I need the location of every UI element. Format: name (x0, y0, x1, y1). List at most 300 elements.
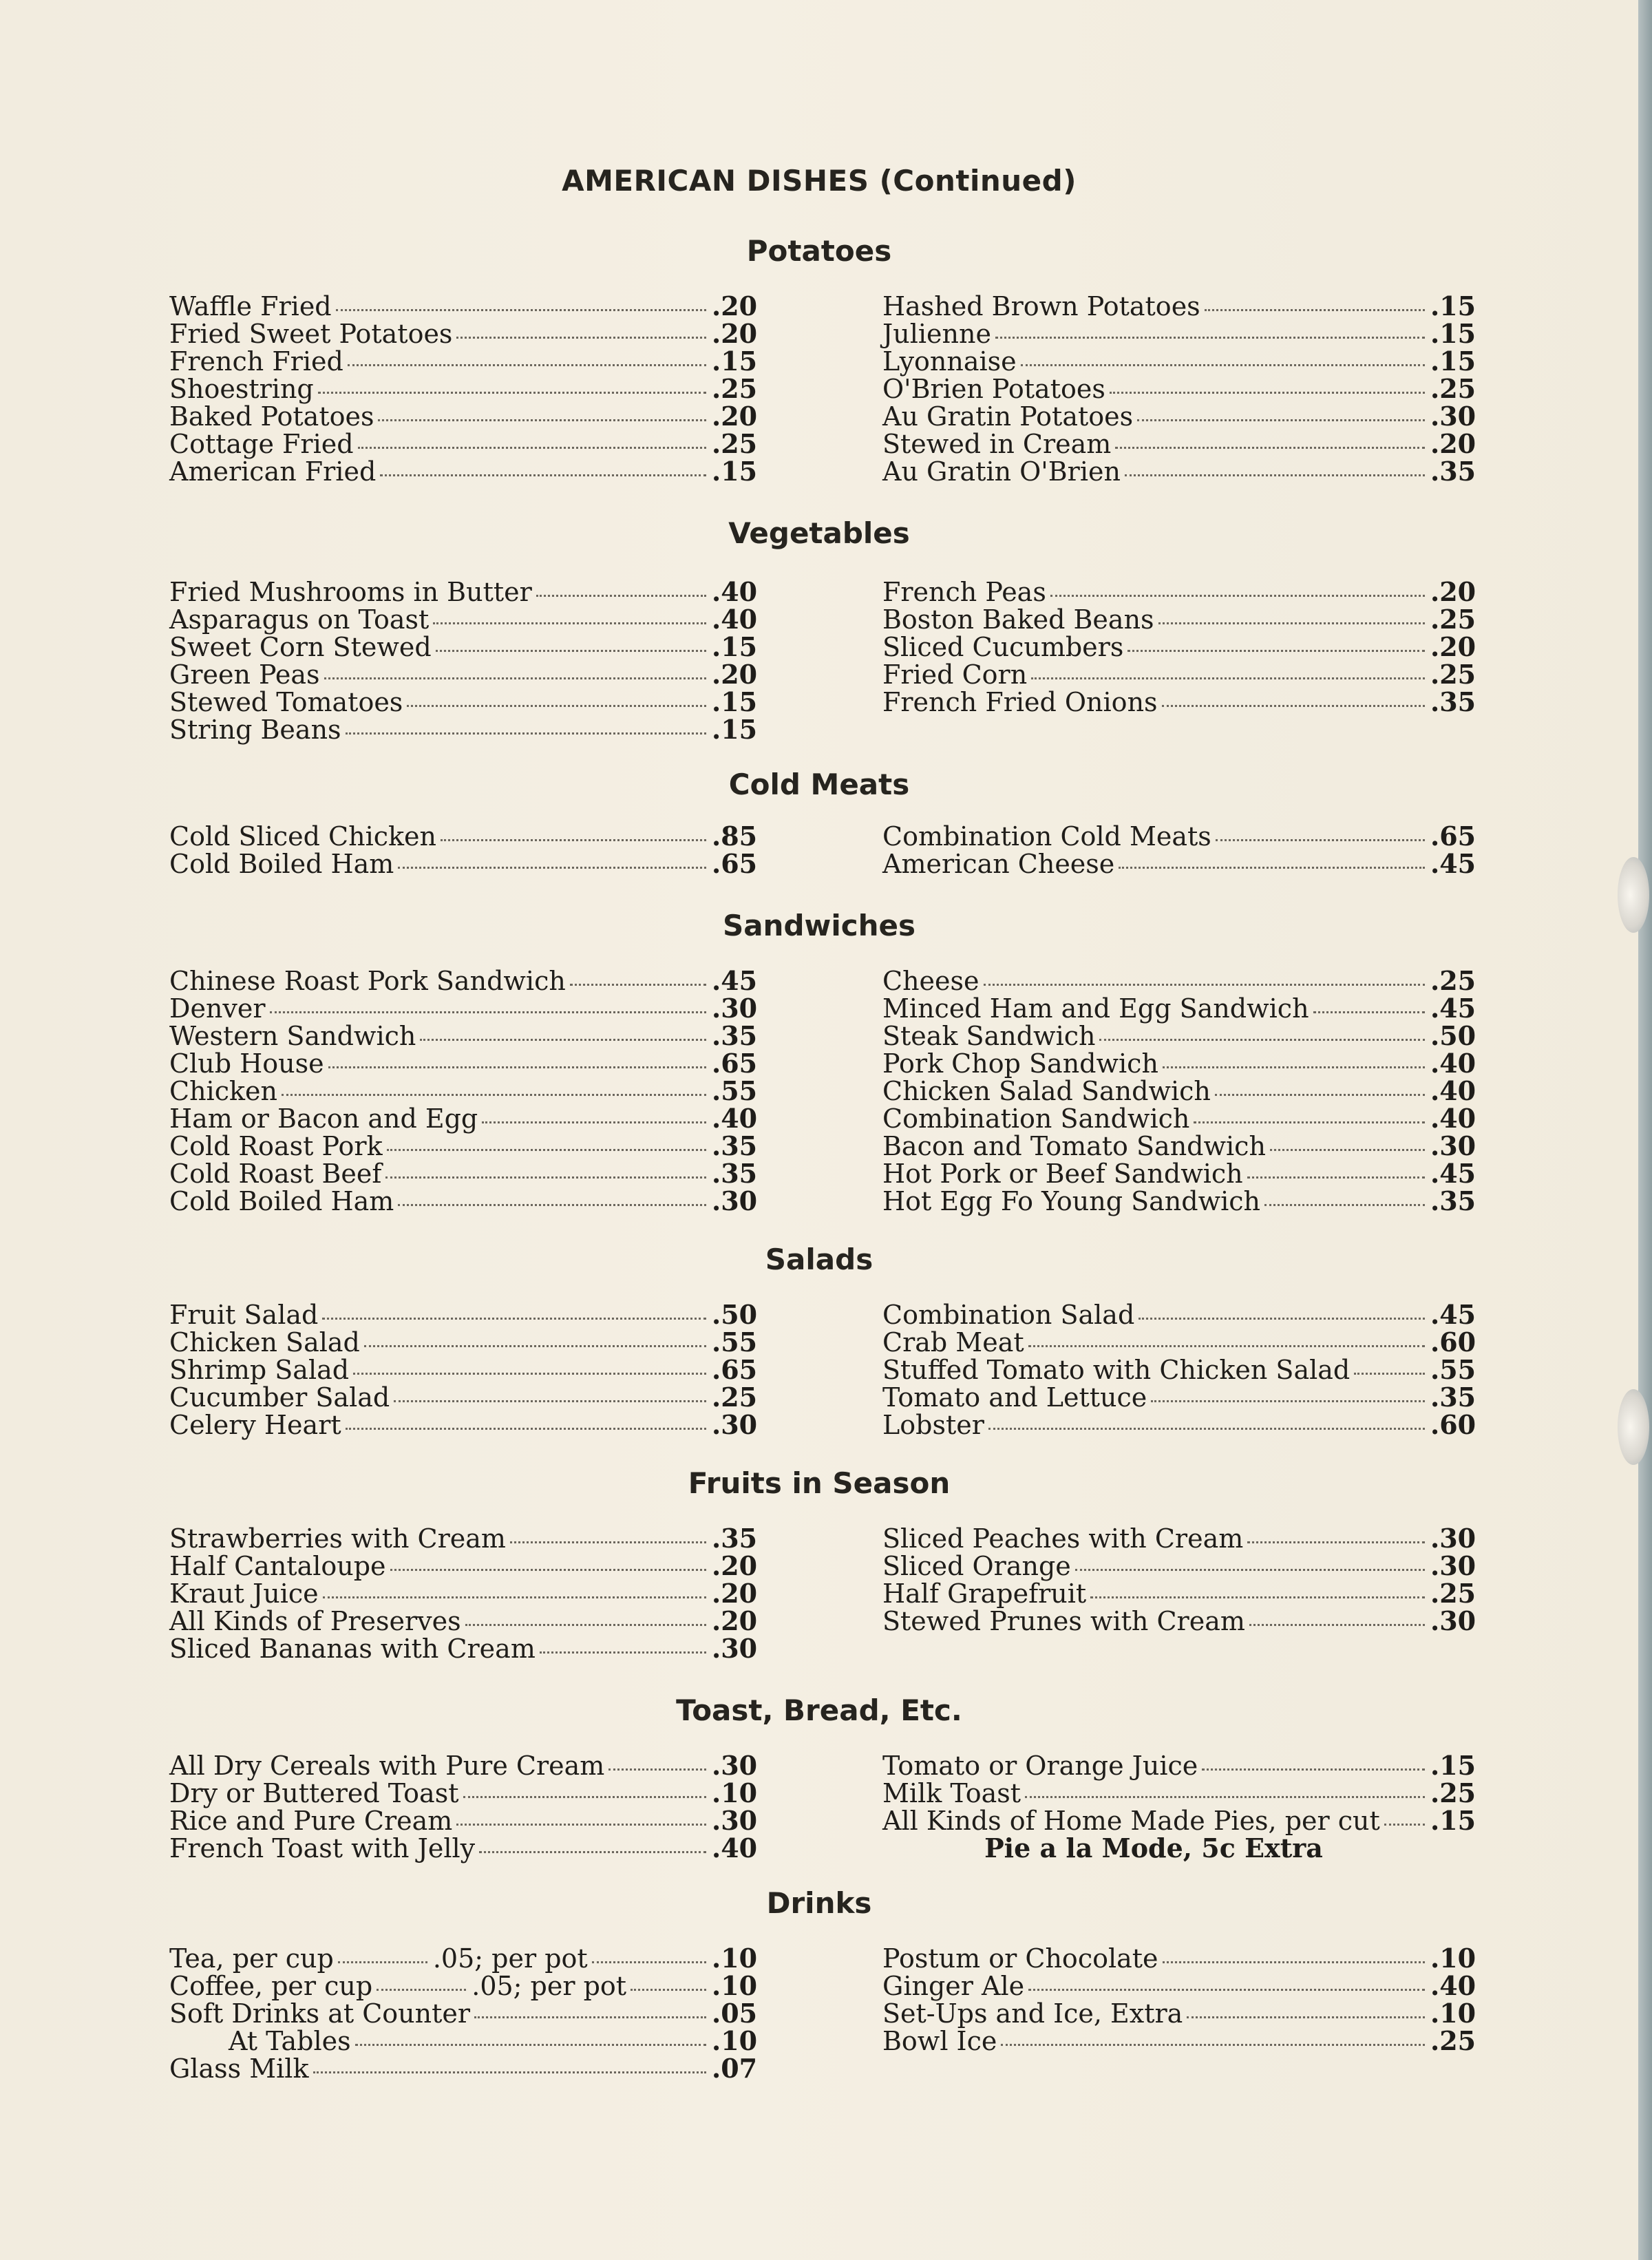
item-price: .15 (712, 714, 758, 745)
item-price: .20 (712, 1578, 758, 1609)
dot-leader (1151, 1400, 1425, 1402)
menu-item (169, 346, 758, 377)
item-price: .45 (712, 965, 758, 996)
dot-leader (1247, 1541, 1425, 1543)
dot-leader (323, 1596, 706, 1598)
menu-item (169, 1998, 758, 2029)
menu-item (169, 993, 758, 1024)
dot-leader (1127, 650, 1425, 652)
item-price: .20 (712, 291, 758, 321)
item-name: Minced Ham and Egg Sandwich (882, 993, 1309, 1024)
dot-leader (510, 1541, 706, 1543)
dot-leader (1025, 1796, 1425, 1798)
menu-column-right (882, 1943, 1476, 2056)
dot-leader (1247, 1176, 1425, 1179)
menu-item (169, 1970, 758, 2001)
item-name: Asparagus on Toast (169, 604, 430, 635)
item-name: Glass Milk (169, 2053, 309, 2084)
item-name: Crab Meat (882, 1327, 1024, 1358)
menu-column-right (882, 1299, 1476, 1440)
dot-leader (377, 1989, 466, 1991)
dot-leader (348, 364, 706, 366)
menu-item (882, 659, 1476, 690)
item-name: Milk Toast (882, 1778, 1021, 1808)
item-price: .20 (712, 659, 758, 690)
section-potatoes (0, 234, 1638, 487)
menu-item (882, 1750, 1476, 1781)
item-price: .65 (1430, 821, 1476, 852)
dot-leader (1031, 677, 1425, 679)
menu-item (169, 1382, 758, 1413)
menu-item (882, 1605, 1476, 1636)
menu-item (882, 576, 1476, 607)
dot-leader (1021, 364, 1425, 366)
dot-leader (1050, 595, 1425, 597)
item-price: .25 (712, 373, 758, 404)
menu-item (882, 346, 1476, 377)
dot-leader (390, 1569, 706, 1571)
menu-item (169, 686, 758, 717)
menu-item (882, 291, 1476, 321)
section-cold-meats (0, 768, 1638, 879)
item-price: .45 (1430, 1299, 1476, 1330)
menu-item (882, 1970, 1476, 2001)
dot-leader (1354, 1373, 1425, 1375)
item-name: Au Gratin O'Brien (882, 456, 1121, 487)
menu-item (882, 401, 1476, 432)
item-name: String Beans (169, 715, 341, 745)
item-price: .35 (712, 1158, 758, 1189)
menu-column-right (882, 1523, 1476, 1636)
menu-item (882, 428, 1476, 459)
dot-leader (364, 1345, 706, 1347)
section-title: Sandwiches (722, 909, 916, 942)
item-name: Chicken (169, 1076, 277, 1106)
menu-item (169, 1185, 758, 1216)
item-price: .15 (1430, 291, 1476, 321)
menu-item (882, 1299, 1476, 1330)
menu-item (169, 1048, 758, 1079)
menu-item (169, 1633, 758, 1664)
item-price: .20 (712, 1605, 758, 1636)
section-title: Cold Meats (728, 768, 910, 801)
item-price: .30 (1430, 1605, 1476, 1636)
item-price: .15 (1430, 346, 1476, 377)
dot-leader (1187, 2016, 1425, 2018)
section-fruits-in-season (0, 1466, 1638, 1664)
dot-leader (608, 1768, 706, 1771)
item-price: .25 (1430, 373, 1476, 404)
dot-leader (570, 984, 706, 986)
item-price: .30 (712, 1409, 758, 1440)
dot-leader (353, 1373, 706, 1375)
menu-item (169, 1020, 758, 1051)
menu-item (882, 993, 1476, 1024)
dot-leader (1001, 2044, 1425, 2046)
item-name: Club House (169, 1048, 324, 1079)
menu-item (882, 2025, 1476, 2056)
item-name: Cold Roast Pork (169, 1131, 383, 1161)
item-name: Sweet Corn Stewed (169, 632, 432, 662)
item-price: .40 (712, 576, 758, 607)
menu-item (882, 318, 1476, 349)
item-price: .15 (1430, 318, 1476, 349)
menu-item (169, 1805, 758, 1836)
item-price: .35 (1430, 1185, 1476, 1216)
item-name: Chinese Roast Pork Sandwich (169, 966, 566, 996)
dot-leader (456, 1824, 706, 1826)
item-name: Stewed Tomatoes (169, 687, 403, 717)
menu-item (882, 1130, 1476, 1161)
menu-item (169, 631, 758, 662)
page-title: AMERICAN DISHES (Continued) (562, 164, 1077, 198)
item-name: French Peas (882, 577, 1046, 607)
dot-leader (336, 309, 706, 311)
dot-leader (1264, 1204, 1425, 1206)
item-name: Stuffed Tomato with Chicken Salad (882, 1355, 1351, 1385)
dot-leader (1216, 839, 1425, 841)
menu-column-left (169, 1750, 758, 1863)
dot-leader (1099, 1039, 1425, 1041)
dot-leader (441, 839, 706, 841)
menu-item (169, 1158, 758, 1189)
section-title: Fruits in Season (688, 1466, 951, 1500)
dot-leader (1215, 1094, 1425, 1096)
item-price: .07 (712, 2053, 758, 2084)
item-name: Shrimp Salad (169, 1355, 350, 1385)
item-name: Stewed in Cream (882, 429, 1112, 459)
item-price: .10 (712, 1970, 758, 2001)
item-name: Kraut Juice (169, 1578, 319, 1609)
dot-leader (1270, 1149, 1425, 1151)
item-price: .10 (1430, 1998, 1476, 2029)
dot-leader (463, 1796, 707, 1798)
menu-item (169, 821, 758, 852)
item-price: .35 (1430, 686, 1476, 717)
dot-leader (433, 622, 706, 624)
section-title: Potatoes (746, 234, 892, 268)
section-toast-bread-etc (0, 1693, 1638, 1863)
dot-leader (474, 2016, 706, 2018)
item-name: Set-Ups and Ice, Extra (882, 1998, 1183, 2029)
item-name: Postum or Chocolate (882, 1943, 1158, 1974)
dot-leader (1158, 622, 1425, 624)
item-name: Soft Drinks at Counter (169, 1998, 471, 2029)
item-price: .55 (712, 1327, 758, 1358)
menu-item (169, 1075, 758, 1106)
dot-leader (1313, 1011, 1425, 1013)
item-price: .25 (712, 1382, 758, 1413)
item-name: Combination Salad (882, 1300, 1135, 1330)
item-name: All Kinds of Preserves (169, 1606, 461, 1636)
menu-item (169, 1777, 758, 1808)
item-name: Tomato or Orange Juice (882, 1751, 1198, 1781)
item-price: .25 (1430, 2025, 1476, 2056)
dot-leader (1202, 1768, 1425, 1771)
dot-leader (631, 1989, 706, 1991)
dot-leader (380, 474, 706, 476)
item-name: Half Grapefruit (882, 1578, 1087, 1609)
item-name: Tomato and Lettuce (882, 1382, 1147, 1413)
item-price: .65 (712, 848, 758, 879)
dot-leader (1028, 1345, 1425, 1347)
item-price: .40 (1430, 1103, 1476, 1134)
menu-item (882, 965, 1476, 996)
item-name: Western Sandwich (169, 1021, 416, 1051)
menu-item (882, 1777, 1476, 1808)
dot-leader (536, 595, 706, 597)
item-price: .55 (1430, 1354, 1476, 1385)
menu-item (882, 1327, 1476, 1358)
menu-column-right (882, 965, 1476, 1216)
menu-item (169, 401, 758, 432)
menu-column-left (169, 291, 758, 487)
item-name: Strawberries with Cream (169, 1523, 506, 1554)
dot-leader (355, 2044, 706, 2046)
section-salads (0, 1243, 1638, 1440)
menu-item (169, 291, 758, 321)
dot-leader (482, 1121, 706, 1123)
item-price: .60 (1430, 1409, 1476, 1440)
item-name: Fruit Salad (169, 1300, 319, 1330)
item-name: Cucumber Salad (169, 1382, 390, 1413)
item-name: Shoestring (169, 374, 314, 404)
item-name: American Fried (169, 456, 377, 487)
item-name: Combination Cold Meats (882, 821, 1211, 852)
item-name: Lyonnaise (882, 346, 1017, 377)
item-price: .50 (1430, 1020, 1476, 1051)
menu-item (169, 2053, 758, 2084)
dot-leader (988, 1428, 1425, 1430)
item-name: Steak Sandwich (882, 1021, 1096, 1051)
item-price: .45 (1430, 1158, 1476, 1189)
item-price: .20 (712, 1550, 758, 1581)
menu-item (169, 576, 758, 607)
item-name: Au Gratin Potatoes (882, 401, 1134, 432)
dot-leader (479, 1851, 706, 1853)
item-name: Ginger Ale (882, 1971, 1025, 2001)
menu-item (169, 318, 758, 349)
menu-item (882, 821, 1476, 852)
menu-item (169, 1299, 758, 1330)
menu-item (169, 1130, 758, 1161)
menu-item (169, 1750, 758, 1781)
item-price: .10 (712, 2025, 758, 2056)
dot-leader (1115, 447, 1425, 449)
item-price: .35 (712, 1020, 758, 1051)
dot-leader (282, 1094, 706, 1096)
item-price: .20 (712, 318, 758, 349)
dot-leader (1028, 1989, 1425, 1991)
item-price: .40 (1430, 1048, 1476, 1079)
menu-item (169, 456, 758, 487)
dot-leader (338, 1961, 427, 1963)
menu-note: Pie a la Mode, 5c Extra (984, 1833, 1323, 1863)
menu-item (882, 1103, 1476, 1134)
menu-item (882, 1354, 1476, 1385)
item-price: .30 (1430, 1523, 1476, 1554)
item-name: Bacon and Tomato Sandwich (882, 1131, 1266, 1161)
dot-leader (1110, 392, 1425, 394)
item-price: .40 (712, 1103, 758, 1134)
item-name: Celery Heart (169, 1410, 341, 1440)
dot-leader (984, 984, 1425, 986)
menu-column-right (882, 821, 1476, 879)
menu-item (882, 1075, 1476, 1106)
dot-leader (1205, 309, 1425, 311)
item-price: .25 (1430, 1777, 1476, 1808)
item-name: Sliced Peaches with Cream (882, 1523, 1244, 1554)
dot-leader (1119, 867, 1425, 869)
dot-leader (318, 392, 706, 394)
item-price: .15 (712, 631, 758, 662)
item-name: French Fried (169, 346, 343, 377)
item-name: Boston Baked Beans (882, 604, 1154, 635)
menu-item (882, 1382, 1476, 1413)
menu-item (882, 1048, 1476, 1079)
item-price: .20 (712, 401, 758, 432)
item-name: Sliced Cucumbers (882, 632, 1124, 662)
dot-leader (378, 419, 706, 421)
item-price: .15 (712, 456, 758, 487)
menu-column-left (169, 1943, 758, 2084)
item-price: .35 (1430, 1382, 1476, 1413)
item-name: Sliced Bananas with Cream (169, 1634, 536, 1664)
dot-leader (1194, 1121, 1425, 1123)
item-name: American Cheese (882, 849, 1115, 879)
item-price: .05 (712, 1998, 758, 2029)
item-price: .45 (1430, 848, 1476, 879)
item-name: Dry or Buttered Toast (169, 1778, 459, 1808)
item-price: .10 (712, 1943, 758, 1974)
item-name: Cheese (882, 966, 979, 996)
menu-item (882, 686, 1476, 717)
item-price: .65 (712, 1354, 758, 1385)
item-price: .50 (712, 1299, 758, 1330)
menu-item (882, 848, 1476, 879)
item-name: Cold Boiled Ham (169, 1186, 394, 1216)
menu-item (169, 1103, 758, 1134)
dot-leader (385, 1176, 706, 1179)
item-name: Fried Sweet Potatoes (169, 319, 453, 349)
item-name: Ham or Bacon and Egg (169, 1103, 478, 1134)
menu-column-left (169, 1299, 758, 1440)
dot-leader (465, 1624, 706, 1626)
item-price: .15 (1430, 1750, 1476, 1781)
dot-leader (322, 1318, 706, 1320)
item-name: Pork Chop Sandwich (882, 1048, 1158, 1079)
item-price: .35 (1430, 456, 1476, 487)
dot-leader (346, 732, 706, 735)
menu-item (169, 659, 758, 690)
item-name: Half Cantaloupe (169, 1551, 386, 1581)
section-title: Salads (765, 1243, 873, 1276)
dot-leader (1249, 1624, 1425, 1626)
item-price: .25 (1430, 965, 1476, 996)
item-price: .15 (1430, 1805, 1476, 1836)
menu-item (882, 1020, 1476, 1051)
menu-item (882, 1409, 1476, 1440)
dot-leader (346, 1428, 706, 1430)
section-title: Toast, Bread, Etc. (676, 1693, 962, 1727)
item-name: Coffee, per cup (169, 1971, 373, 2001)
menu-item (169, 1943, 758, 1974)
menu-column-left (169, 576, 758, 745)
item-name: Cold Sliced Chicken (169, 821, 436, 852)
dot-leader (394, 1400, 706, 1402)
binder-hole (1618, 1389, 1649, 1465)
menu-item (169, 604, 758, 635)
item-price: .55 (712, 1075, 758, 1106)
item-name: At Tables (229, 2026, 351, 2056)
item-pot-price: .05; per pot (432, 1943, 588, 1974)
item-price: .30 (1430, 401, 1476, 432)
dot-leader (540, 1651, 706, 1654)
menu-item (169, 1605, 758, 1636)
item-price: .65 (712, 1048, 758, 1079)
item-name: Julienne (882, 319, 991, 349)
menu-item (169, 428, 758, 459)
item-price: .25 (712, 428, 758, 459)
item-price: .40 (1430, 1075, 1476, 1106)
dot-leader (313, 2071, 707, 2073)
menu-column-right (882, 576, 1476, 717)
menu-item (169, 1523, 758, 1554)
menu-item (169, 714, 758, 745)
item-name: Waffle Fried (169, 291, 332, 321)
dot-leader (398, 1204, 706, 1206)
menu-item (169, 1833, 758, 1863)
item-name: Hot Pork or Beef Sandwich (882, 1159, 1243, 1189)
section-drinks (0, 1886, 1638, 2084)
item-price: .30 (712, 1750, 758, 1781)
menu-item (882, 373, 1476, 404)
item-price: .30 (1430, 1550, 1476, 1581)
item-price: .30 (712, 1633, 758, 1664)
menu-column-left (169, 1523, 758, 1664)
item-pot-price: .05; per pot (472, 1971, 627, 2001)
dot-leader (1137, 419, 1425, 421)
item-price: .20 (1430, 576, 1476, 607)
item-name: Fried Mushrooms in Butter (169, 577, 532, 607)
item-name: Hashed Brown Potatoes (882, 291, 1200, 321)
item-price: .30 (712, 1185, 758, 1216)
item-price: .30 (712, 1805, 758, 1836)
item-name: Green Peas (169, 659, 320, 690)
item-price: .85 (712, 821, 758, 852)
item-price: .40 (1430, 1970, 1476, 2001)
item-price: .30 (1430, 1130, 1476, 1161)
item-price: .10 (1430, 1943, 1476, 1974)
dot-leader (456, 337, 706, 339)
dot-leader (995, 337, 1425, 339)
dot-leader (387, 1149, 706, 1151)
dot-leader (1090, 1596, 1425, 1598)
section-title: Drinks (766, 1886, 872, 1920)
item-price: .35 (712, 1523, 758, 1554)
dot-leader (324, 677, 706, 679)
dot-leader (1163, 1961, 1425, 1963)
menu-column-right (882, 291, 1476, 487)
item-price: .25 (1430, 604, 1476, 635)
menu-item (169, 1409, 758, 1440)
menu-item (169, 1550, 758, 1581)
section-sandwiches (0, 909, 1638, 1216)
menu-item (882, 1805, 1476, 1836)
item-price: .20 (1430, 428, 1476, 459)
dot-leader (436, 650, 706, 652)
item-name: Sliced Orange (882, 1551, 1071, 1581)
